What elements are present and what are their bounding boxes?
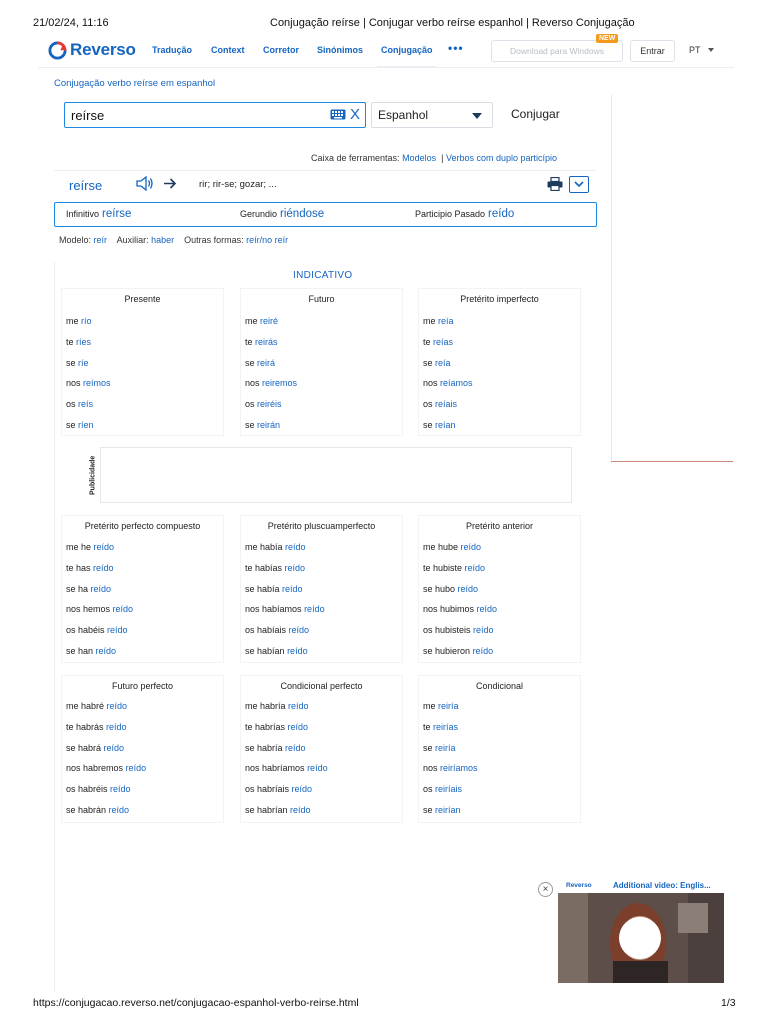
clear-search-icon[interactable]: X <box>350 106 361 123</box>
verb-ending[interactable]: reirá <box>257 357 276 368</box>
verb-ending[interactable]: reído <box>106 721 127 732</box>
conjugation-row <box>423 701 459 711</box>
printer-icon[interactable] <box>547 177 563 191</box>
conjugation-row <box>245 604 325 614</box>
pronoun: te <box>423 336 431 347</box>
conjugation-row <box>245 378 297 388</box>
toolbox-label: Caixa de ferramentas: <box>311 153 400 163</box>
conjugation-row <box>66 316 92 326</box>
pronoun: se <box>245 420 255 430</box>
conjugation-row <box>423 337 453 347</box>
other-forms-link[interactable]: reír/no reír <box>246 235 289 245</box>
verb-ending[interactable]: reído <box>288 625 310 636</box>
verb-ending[interactable]: reiréis <box>257 399 282 410</box>
conjugation-row <box>423 604 497 614</box>
close-video-button[interactable]: × <box>538 882 553 897</box>
conjugation-row <box>245 743 306 753</box>
verb-ending[interactable]: reído <box>304 604 325 615</box>
conjugation-row <box>245 399 282 409</box>
pronoun: nos <box>423 378 438 389</box>
chevron-down-icon <box>574 181 584 188</box>
print-title: Conjugação reírse | Conjugar verbo reírse espanhol | Reverso Conjugação <box>270 17 635 29</box>
verb-ending[interactable]: reído <box>103 742 125 753</box>
conjugation-row <box>245 701 309 711</box>
pronoun: se hubo <box>423 583 456 594</box>
pronoun: me <box>423 701 436 711</box>
verb-ending[interactable]: reía <box>438 316 454 326</box>
verb-ending[interactable]: reído <box>307 763 328 774</box>
conjugation-row <box>423 743 456 753</box>
pronoun: se hubieron <box>423 646 471 656</box>
conjugation-row <box>66 399 93 409</box>
conjugation-row <box>245 563 305 573</box>
pronoun: nos <box>245 378 260 389</box>
verb-ending[interactable]: reído <box>291 784 313 795</box>
verb-ending[interactable]: reído <box>108 805 130 815</box>
conjugation-row <box>245 722 308 732</box>
right-panel-divider <box>611 461 733 462</box>
breadcrumb[interactable]: Conjugação verbo reírse em espanhol <box>54 78 216 89</box>
other-forms-label: Outras formas: <box>184 235 244 245</box>
models-link[interactable]: Modelos <box>402 153 437 163</box>
pronoun: se <box>423 357 433 368</box>
tense-title: Pretérito perfecto compuesto <box>84 521 201 531</box>
conjugation-row <box>423 625 494 635</box>
pronoun: se habrían <box>245 805 288 815</box>
participle-value: reído <box>488 208 515 220</box>
conjugation-row <box>245 784 312 794</box>
pronoun: se <box>66 357 76 368</box>
verb-header-divider <box>54 170 596 171</box>
conjugation-row <box>423 378 473 388</box>
verb-ending[interactable]: reído <box>457 583 479 594</box>
conjugation-row <box>66 420 94 430</box>
pronoun: me habré <box>66 701 105 711</box>
video-thumbnail <box>558 893 724 983</box>
pronoun: te <box>423 721 431 732</box>
auxiliar-label: Auxiliar: <box>116 235 149 245</box>
conjugation-row <box>423 805 461 815</box>
nav-link-corretor[interactable]: Corretor <box>263 45 300 55</box>
verb-ending[interactable]: reiremos <box>262 378 298 389</box>
verb-ending[interactable]: reían <box>435 420 456 430</box>
conjugation-row <box>245 646 308 656</box>
conjugation-row <box>423 358 451 368</box>
tense-title: Pretérito pluscuamperfecto <box>267 521 376 531</box>
verb-ending[interactable]: reiría <box>435 742 456 753</box>
infinitive-value: reírse <box>102 208 132 220</box>
pronoun: os <box>423 399 433 410</box>
reverso-logo-icon <box>48 41 67 60</box>
verb-ending[interactable]: reído <box>284 562 306 573</box>
modelo-link[interactable]: reír <box>93 235 108 245</box>
language-selector[interactable] <box>689 45 714 55</box>
verb-ending[interactable]: reído <box>476 604 498 615</box>
tense-title: Futuro perfecto <box>111 681 174 691</box>
conjugation-row <box>423 763 478 773</box>
gerund-form <box>240 208 324 220</box>
pronoun: me he <box>66 542 92 552</box>
verb-ending[interactable]: reído <box>93 542 115 552</box>
verb-ending[interactable]: reído <box>93 562 114 573</box>
conjugation-row <box>423 646 493 656</box>
verb-ending[interactable]: reíamos <box>440 378 473 389</box>
pronoun: se <box>423 805 433 815</box>
gerund-value: riéndose <box>280 208 325 220</box>
verb-ending[interactable]: ríe <box>78 357 89 368</box>
pronoun: te habrás <box>66 721 104 732</box>
pronoun: os habríais <box>245 784 290 795</box>
pronoun: nos <box>66 378 81 389</box>
verb-ending[interactable]: reído <box>460 542 482 552</box>
conjugation-row <box>423 563 485 573</box>
language-code: PT <box>689 45 701 55</box>
verb-forms-box <box>54 202 597 227</box>
tense-title: Futuro <box>308 294 335 304</box>
gerund-label: Gerundio <box>240 209 278 219</box>
conjugation-row <box>66 805 129 815</box>
pronoun: se <box>423 420 433 430</box>
verb-ending[interactable]: río <box>81 316 92 326</box>
conjugation-row <box>66 722 127 732</box>
tense-title: Pretérito anterior <box>465 521 534 531</box>
verb-ending[interactable]: reído <box>473 625 494 636</box>
pronoun: os habréis <box>66 784 108 795</box>
conjugation-row <box>245 358 275 368</box>
conjugation-row <box>245 625 309 635</box>
speaker-icon[interactable] <box>136 176 154 191</box>
conjugation-row <box>423 584 478 594</box>
print-page-number: 1/3 <box>721 997 736 1009</box>
pronoun: me <box>66 316 79 326</box>
tense-title: Presente <box>124 294 161 304</box>
conjugation-row <box>66 604 133 614</box>
conjugation-row <box>245 316 278 326</box>
pronoun: se <box>245 357 255 368</box>
right-panel-border <box>611 95 612 462</box>
mood-title: INDICATIVO <box>293 270 353 281</box>
verb-ending[interactable]: reído <box>287 646 308 656</box>
pronoun: me habría <box>245 701 286 711</box>
conjugation-row <box>66 337 91 347</box>
verb-ending[interactable]: reiríamos <box>440 763 478 774</box>
chevron-down-icon <box>708 48 714 52</box>
verb-name: reírse <box>69 178 103 193</box>
nav-link-sinonimos[interactable]: Sinónimos <box>317 45 364 55</box>
ad-label: Publicidade <box>89 455 97 495</box>
verb-ending[interactable]: reís <box>78 399 94 410</box>
pronoun: se ha <box>66 583 89 594</box>
conjugate-button[interactable]: Conjugar <box>511 107 560 121</box>
participle-form <box>415 208 514 220</box>
verb-ending[interactable]: reiré <box>260 316 279 326</box>
verb-search-input[interactable]: reírse <box>64 102 366 128</box>
ad-slot <box>100 447 572 503</box>
double-participle-link[interactable]: Verbos com duplo particípio <box>445 153 558 163</box>
verb-ending[interactable]: reído <box>282 583 303 594</box>
toolbox-separator: | <box>441 153 444 163</box>
conjugation-row <box>66 763 146 773</box>
pronoun: se habían <box>245 646 285 656</box>
pronoun: os <box>66 399 76 410</box>
pronoun: se habrá <box>66 742 102 753</box>
pronoun: os habíais <box>245 625 287 636</box>
content-left-border <box>54 262 55 992</box>
pronoun: nos habremos <box>66 763 124 774</box>
verb-ending[interactable]: reías <box>433 336 454 347</box>
conjugation-row <box>66 358 89 368</box>
pronoun: te <box>66 336 74 347</box>
language-select-caret-icon <box>472 113 482 119</box>
nav-link-conjugacao[interactable]: Conjugação <box>381 45 433 55</box>
verb-ending[interactable]: reído <box>106 701 128 711</box>
verb-ending[interactable]: reiríais <box>435 784 463 795</box>
conjugation-row <box>66 563 114 573</box>
download-windows-button[interactable]: Download para Windows <box>491 40 623 62</box>
conjugation-row <box>66 701 127 711</box>
tense-title: Condicional perfecto <box>280 681 363 691</box>
model-line <box>59 235 288 245</box>
pronoun: nos habíamos <box>245 604 302 615</box>
auxiliar-link[interactable]: haber <box>151 235 175 245</box>
pronoun: se <box>423 742 433 753</box>
modelo-label: Modelo: <box>59 235 92 245</box>
pronoun: os <box>423 784 433 795</box>
verb-ending[interactable]: reído <box>285 542 306 552</box>
pronoun: nos <box>423 763 438 774</box>
verb-ending[interactable]: reído <box>288 701 309 711</box>
verb-ending[interactable]: reído <box>464 562 486 573</box>
arrow-right-icon <box>163 177 177 190</box>
pronoun: os <box>245 399 255 410</box>
verb-ending[interactable]: reído <box>285 742 306 753</box>
pronoun: os hubisteis <box>423 625 471 636</box>
tense-title: Pretérito imperfecto <box>460 294 539 304</box>
conjugation-row <box>423 399 457 409</box>
toolbox <box>311 153 557 163</box>
conjugation-row <box>245 542 306 552</box>
print-url: https://conjugacao.reverso.net/conjugacao-espanhol-verbo-reirse.html <box>33 997 359 1009</box>
verb-ending[interactable]: reiría <box>438 701 459 711</box>
conjugation-row <box>66 584 111 594</box>
pronoun: te habías <box>245 562 283 573</box>
keyboard-icon[interactable] <box>330 109 346 120</box>
conjugation-row <box>66 625 128 635</box>
verb-translations: rir; rir-se; gozar; ... <box>199 179 277 190</box>
pronoun: se habrán <box>66 805 107 815</box>
verb-ending[interactable]: reído <box>95 646 117 656</box>
nav-link-traducao[interactable]: Tradução <box>152 45 193 55</box>
pronoun: me <box>245 316 258 326</box>
pronoun: te <box>245 336 253 347</box>
language-select[interactable]: Espanhol <box>371 102 493 128</box>
logo-text: Reverso <box>70 40 136 59</box>
verb-ending[interactable]: reído <box>125 763 147 774</box>
verb-ending[interactable]: reído <box>290 805 311 815</box>
verb-ending[interactable]: reirían <box>435 805 461 815</box>
pronoun: nos hemos <box>66 604 111 615</box>
infinitive-label: Infinitivo <box>66 209 100 219</box>
conjugation-row <box>66 743 124 753</box>
login-button[interactable]: Entrar <box>630 40 675 62</box>
conjugation-row <box>66 784 131 794</box>
verb-ending[interactable]: ríes <box>76 336 92 347</box>
infinitive-form <box>66 208 131 220</box>
pronoun: se habría <box>245 742 283 753</box>
verb-ending[interactable]: reído <box>90 583 112 594</box>
expand-button[interactable] <box>569 176 589 193</box>
verb-ending[interactable]: reirán <box>257 420 281 430</box>
pronoun: se han <box>66 646 94 656</box>
conjugation-row <box>66 646 116 656</box>
verb-ending[interactable]: ríen <box>78 420 94 430</box>
pronoun: os habéis <box>66 625 105 636</box>
pronoun: se había <box>245 583 280 594</box>
tense-title: Condicional <box>475 681 524 691</box>
print-date: 21/02/24, 11:16 <box>33 17 109 29</box>
verb-ending[interactable]: reirías <box>433 721 459 732</box>
conjugation-row <box>245 805 311 815</box>
verb-ending[interactable]: reído <box>287 721 309 732</box>
video-player[interactable] <box>558 893 724 983</box>
conjugation-row <box>66 542 114 552</box>
verb-ending[interactable]: reído <box>112 604 134 615</box>
conjugation-row <box>423 316 454 326</box>
verb-ending[interactable]: reído <box>107 625 128 636</box>
conjugation-row <box>245 763 328 773</box>
verb-ending[interactable]: reirás <box>255 336 278 347</box>
conjugation-row <box>423 722 458 732</box>
verb-ending[interactable]: reído <box>110 784 131 795</box>
reverso-logo[interactable] <box>48 40 136 60</box>
pronoun: te has <box>66 562 91 573</box>
more-menu-icon[interactable]: ••• <box>448 41 464 55</box>
verb-ending[interactable]: reído <box>472 646 494 656</box>
verb-ending[interactable]: reímos <box>83 378 111 389</box>
conjugation-row <box>66 378 111 388</box>
nav-link-context[interactable]: Context <box>211 45 245 55</box>
video-title[interactable]: Additional video: Englis... <box>613 881 711 890</box>
conjugation-row <box>245 584 303 594</box>
pronoun: me había <box>245 542 283 552</box>
conjugation-row <box>245 420 280 430</box>
conjugation-row <box>423 542 481 552</box>
participle-label: Participio Pasado <box>415 209 486 219</box>
pronoun: se <box>66 420 76 430</box>
pronoun: me hube <box>423 542 459 552</box>
pronoun: te hubiste <box>423 562 463 573</box>
pronoun: me <box>423 316 436 326</box>
verb-ending[interactable]: reíais <box>435 399 458 410</box>
verb-ending[interactable]: reía <box>435 357 451 368</box>
nav-divider <box>38 67 734 68</box>
conjugation-row <box>423 420 456 430</box>
pronoun: nos hubimos <box>423 604 475 615</box>
video-brand: Reverso <box>566 882 592 889</box>
new-badge: NEW <box>596 34 618 43</box>
pronoun: nos habríamos <box>245 763 305 774</box>
pronoun: te habrías <box>245 721 286 732</box>
conjugation-row <box>423 784 462 794</box>
conjugation-row <box>245 337 278 347</box>
